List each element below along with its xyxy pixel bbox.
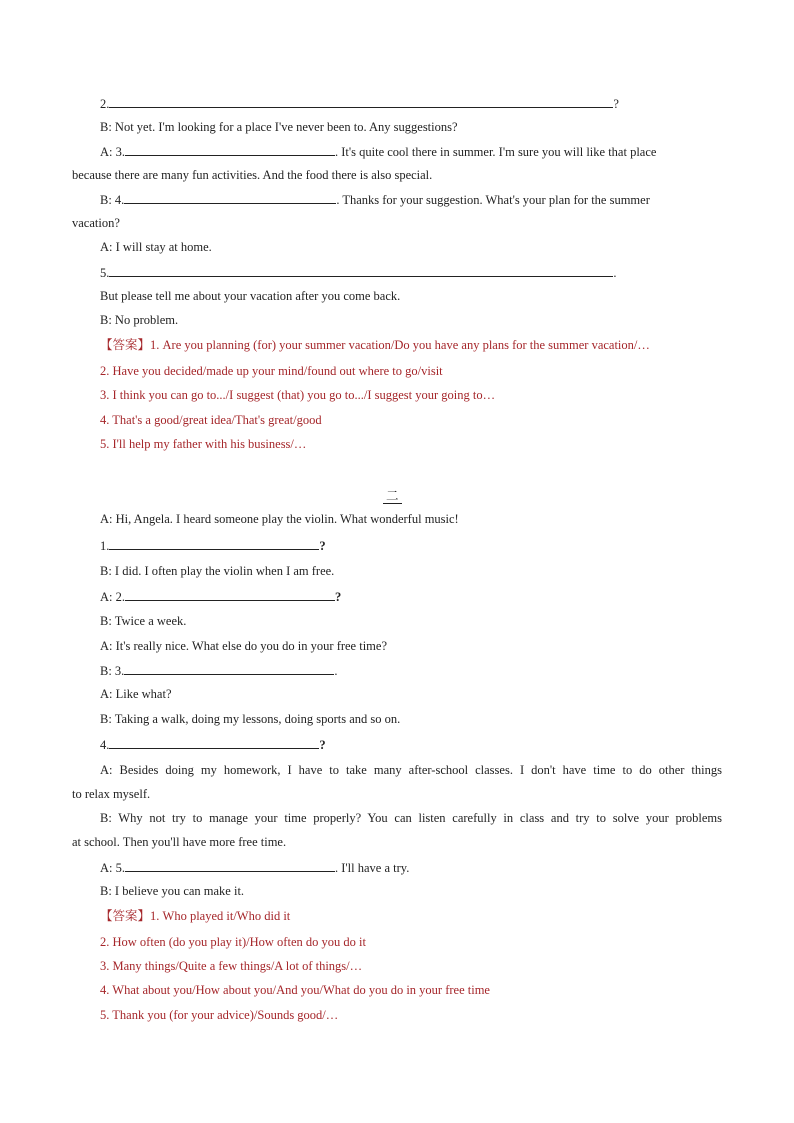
line-end: . Thanks for your suggestion. What's your plan for the summer (336, 193, 650, 207)
line-start: B: 3. (100, 664, 125, 678)
dialogue-line: A: Hi, Angela. I heard someone play the violin. What wonderful music! (100, 512, 459, 526)
question-number: 5. (100, 266, 110, 280)
dialogue-line: B: No problem. (100, 313, 179, 327)
dialogue-line (100, 588, 722, 605)
line-start: A: 5. (100, 861, 125, 875)
dialogue-line (100, 736, 722, 753)
answer-line (100, 908, 722, 924)
dialogue-line: A: It's really nice. What else do you do in your free time? (100, 639, 387, 653)
line-start: B: 4. (100, 193, 125, 207)
dialogue-line (100, 191, 722, 208)
dialogue-line: B: I believe you can make it. (100, 884, 245, 898)
answer-line: 4. What about you/How about you/And you/What do you do in your free time (100, 983, 490, 997)
answer-line: 5. Thank you (for your advice)/Sounds good/… (100, 1008, 339, 1022)
dialogue-line: B: Why not try to manage your time properly? You can listen carefully in class and try to solve your problems (100, 811, 722, 825)
answer-line (100, 337, 722, 353)
dialogue-line: vacation? (72, 216, 120, 230)
answer-blank (109, 537, 319, 550)
question-number: 4. (100, 738, 110, 752)
answer-text: 1. Are you planning (for) your summer vacation/Do you have any plans for the summer vacation/… (150, 338, 650, 352)
answer-blank (124, 191, 336, 204)
dialogue-line: at school. Then you'll have more free time. (72, 835, 287, 849)
dialogue-line (100, 537, 722, 554)
answer-tag: 【答案】 (100, 909, 151, 923)
line-start: A: 2. (100, 590, 125, 604)
answer-line: 2. Have you decided/made up your mind/found out where to go/visit (100, 364, 443, 378)
dialogue-line: A: I will stay at home. (100, 240, 212, 254)
dialogue-line: to relax myself. (72, 787, 151, 801)
answer-blank (125, 859, 335, 872)
line-end: . (613, 266, 617, 280)
dialogue-line: B: Taking a walk, doing my lessons, doing sports and so on. (100, 712, 401, 726)
line-end: . I'll have a try. (335, 861, 410, 875)
line-end: . (334, 664, 338, 678)
dialogue-line: because there are many fun activities. And the food there is also special. (72, 168, 433, 182)
line-end: ? (335, 590, 342, 604)
dialogue-line (100, 859, 722, 876)
answer-blank (124, 662, 334, 675)
answer-blank (109, 95, 613, 108)
dialogue-line: B: I did. I often play the violin when I am free. (100, 564, 335, 578)
dialogue-line: B: Not yet. I'm looking for a place I've never been to. Any suggestions? (100, 120, 458, 134)
answer-line: 4. That's a good/great idea/That's great/good (100, 413, 322, 427)
answer-line: 2. How often (do you play it)/How often do you do it (100, 935, 366, 949)
question-number: 1. (100, 539, 110, 553)
line-end: ? (319, 539, 326, 553)
answer-blank (109, 736, 319, 749)
answer-line: 5. I'll help my father with his business/… (100, 437, 307, 451)
answer-tag: 【答案】 (100, 338, 151, 352)
dialogue-line (100, 143, 722, 160)
dialogue-line: A: Like what? (100, 687, 172, 701)
answer-blank (125, 588, 335, 601)
dialogue-line (100, 264, 722, 281)
answer-line: 3. I think you can go to.../I suggest (that) you go to.../I suggest your going to… (100, 388, 496, 402)
answer-blank (109, 264, 613, 277)
line-start: A: 3. (100, 145, 125, 159)
answer-text: 1. Who played it/Who did it (150, 909, 291, 923)
section-heading: 二 (383, 486, 402, 504)
answer-line: 3. Many things/Quite a few things/A lot of things/… (100, 959, 363, 973)
line-end: ? (613, 97, 619, 111)
dialogue-line (100, 95, 722, 112)
question-number: 2. (100, 97, 110, 111)
dialogue-line: B: Twice a week. (100, 614, 187, 628)
line-end: . It's quite cool there in summer. I'm sure you will like that place (335, 145, 657, 159)
dialogue-line: But please tell me about your vacation after you come back. (100, 289, 401, 303)
dialogue-line (100, 662, 722, 679)
answer-blank (125, 143, 335, 156)
dialogue-line: A: Besides doing my homework, I have to take many after-school classes. I don't have time to do other things (100, 763, 722, 777)
line-end: ? (319, 738, 326, 752)
